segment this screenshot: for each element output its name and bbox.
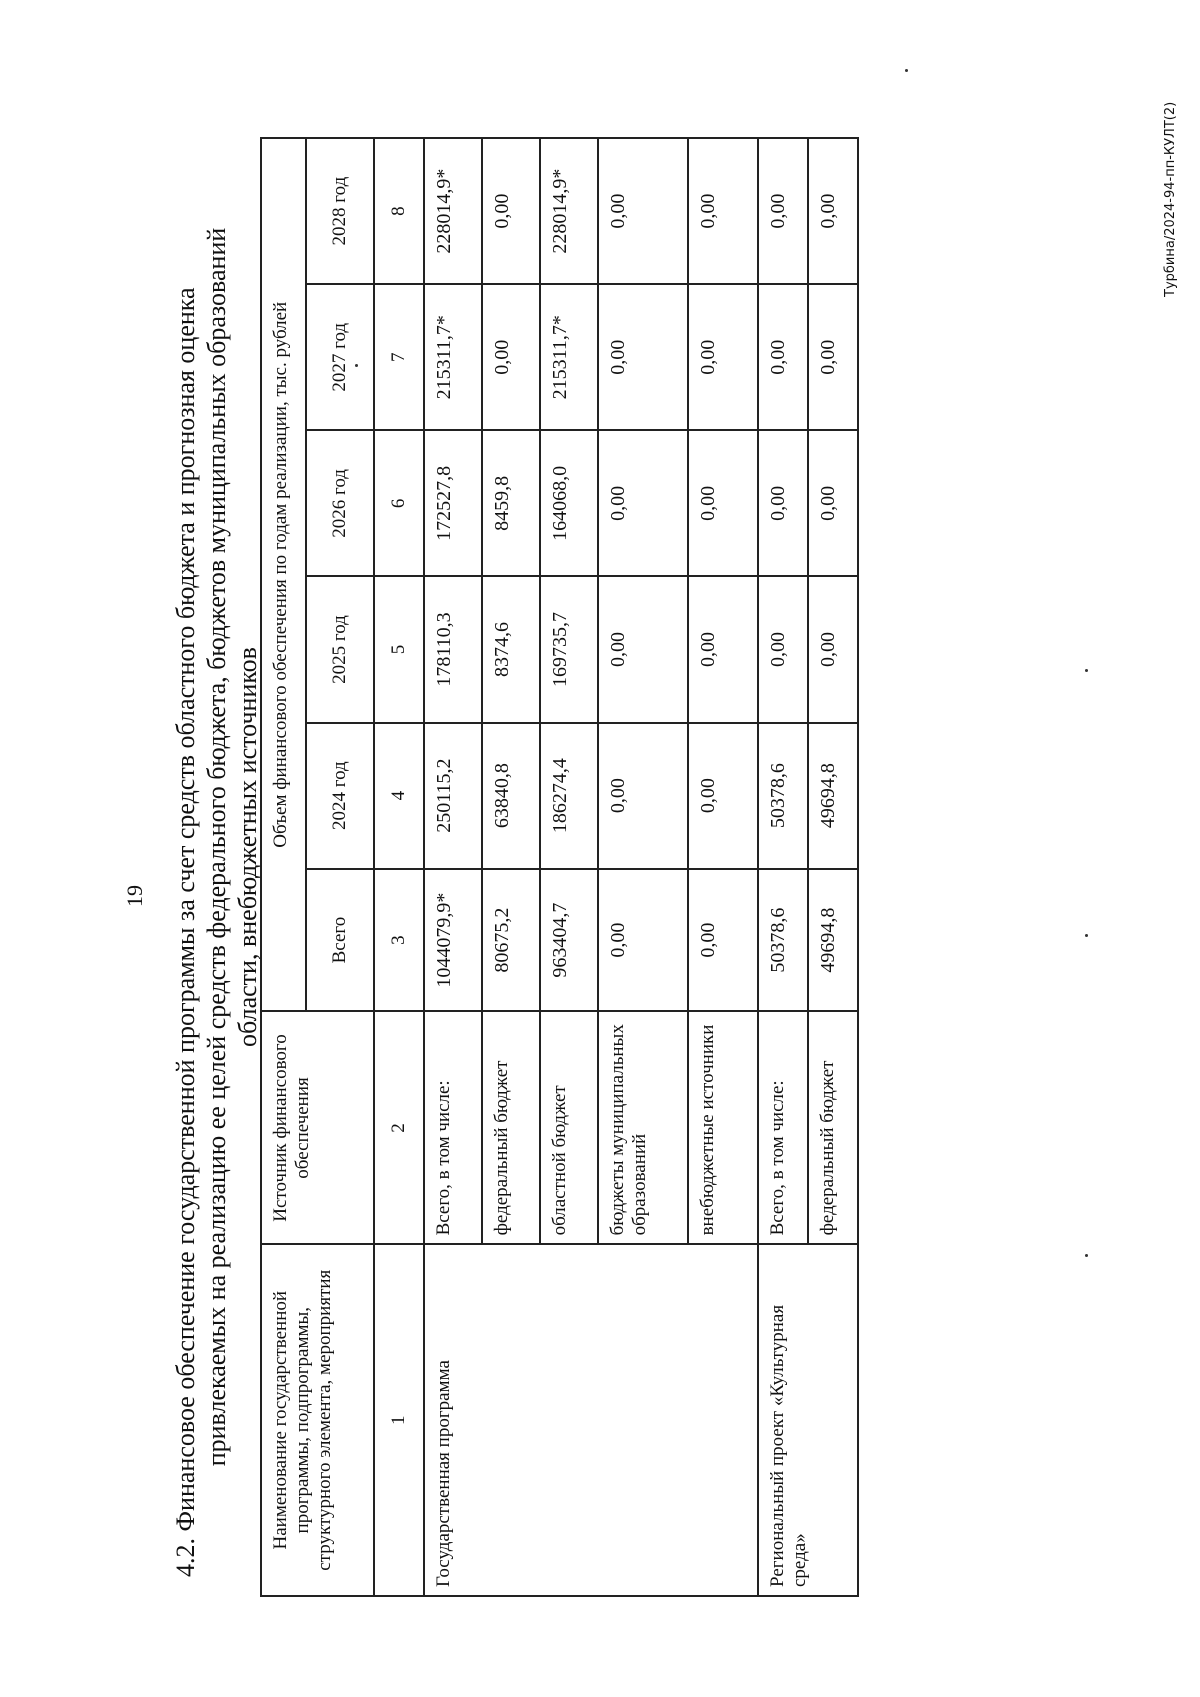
- value-cell: 0,00: [688, 723, 758, 869]
- value-cell: 0,00: [808, 576, 858, 722]
- project-name: Региональный проект «Культурная среда»: [758, 1244, 858, 1596]
- value-cell: 169735,7: [540, 576, 598, 722]
- value-cell: 172527,8: [424, 430, 482, 576]
- value-cell: 0,00: [482, 138, 540, 284]
- source-cell: областной бюджет: [540, 1012, 598, 1245]
- header-funding-volume: Объем финансового обеспечения по годам реализации, тыс. рублей: [261, 138, 306, 1012]
- column-number: 7: [374, 284, 424, 430]
- source-cell: Всего, в том числе:: [424, 1012, 482, 1245]
- value-cell: 0,00: [482, 284, 540, 430]
- value-cell: 50378,6: [758, 723, 808, 869]
- section-heading: [170, 117, 263, 1577]
- value-cell: 228014,9*: [424, 138, 482, 284]
- column-number: 5: [374, 576, 424, 722]
- value-cell: 0,00: [688, 576, 758, 722]
- header-program-name: Наименование государственной программы, подпрограммы, структурного элемента, мероприятия: [261, 1244, 374, 1596]
- value-cell: 8459,8: [482, 430, 540, 576]
- value-cell: 228014,9*: [540, 138, 598, 284]
- value-cell: 0,00: [688, 869, 758, 1012]
- header-year-total: Всего: [306, 869, 374, 1012]
- document-stamp: Турбина/2024-94-пп-КУЛТ(2): [1163, 101, 1178, 297]
- value-cell: 80675,2: [482, 869, 540, 1012]
- value-cell: 0,00: [688, 284, 758, 430]
- column-number: 4: [374, 723, 424, 869]
- scan-speck: [355, 364, 358, 367]
- value-cell: 0,00: [688, 138, 758, 284]
- scan-speck: [1085, 934, 1088, 937]
- value-cell: 0,00: [598, 138, 688, 284]
- value-cell: 215311,7*: [540, 284, 598, 430]
- value-cell: 0,00: [758, 576, 808, 722]
- header-year-2025: 2025 год: [306, 576, 374, 722]
- column-number: 8: [374, 138, 424, 284]
- value-cell: 164068,0: [540, 430, 598, 576]
- header-year-2024: 2024 год: [306, 723, 374, 869]
- header-year-2027: 2027 год: [306, 284, 374, 430]
- value-cell: 1044079,9*: [424, 869, 482, 1012]
- value-cell: 250115,2: [424, 723, 482, 869]
- value-cell: 963404,7: [540, 869, 598, 1012]
- value-cell: 0,00: [808, 284, 858, 430]
- value-cell: 0,00: [808, 138, 858, 284]
- source-cell: внебюджетные источники: [688, 1012, 758, 1245]
- value-cell: 0,00: [598, 576, 688, 722]
- scan-speck: [1085, 669, 1088, 672]
- value-cell: 0,00: [808, 430, 858, 576]
- value-cell: 8374,6: [482, 576, 540, 722]
- heading-line-3: области, внебюджетных источников: [233, 647, 262, 1047]
- column-number: 6: [374, 430, 424, 576]
- financing-table: [260, 137, 859, 1597]
- value-cell: 50378,6: [758, 869, 808, 1012]
- heading-line-2: привлекаемых на реализацию ее целей средств федерального бюджета, бюджетов муниципальных образований: [202, 227, 231, 1467]
- program-name: Государственная программа: [424, 1244, 758, 1596]
- column-number: 3: [374, 869, 424, 1012]
- value-cell: 49694,8: [808, 869, 858, 1012]
- header-source: Источник финансового обеспечения: [261, 1012, 374, 1245]
- value-cell: 63840,8: [482, 723, 540, 869]
- column-number: 2: [374, 1012, 424, 1245]
- value-cell: 0,00: [598, 284, 688, 430]
- column-number: 1: [374, 1244, 424, 1596]
- value-cell: 0,00: [688, 430, 758, 576]
- scan-speck: [905, 69, 908, 72]
- source-cell: федеральный бюджет: [482, 1012, 540, 1245]
- value-cell: 0,00: [598, 430, 688, 576]
- value-cell: 0,00: [598, 723, 688, 869]
- value-cell: 215311,7*: [424, 284, 482, 430]
- value-cell: 0,00: [758, 284, 808, 430]
- scan-speck: [1085, 1254, 1088, 1257]
- value-cell: 0,00: [758, 430, 808, 576]
- value-cell: 49694,8: [808, 723, 858, 869]
- value-cell: 0,00: [758, 138, 808, 284]
- table-row: [424, 138, 482, 1596]
- header-year-2026: 2026 год: [306, 430, 374, 576]
- page-number: 19: [122, 885, 147, 907]
- source-cell: бюджеты муниципальных образований: [598, 1012, 688, 1245]
- header-year-2028: 2028 год: [306, 138, 374, 284]
- heading-line-1: 4.2. Финансовое обеспечение государственной программы за счет средств областного бюджета и прогнозная оценка: [171, 287, 200, 1577]
- source-cell: Всего, в том числе:: [758, 1012, 808, 1245]
- value-cell: 186274,4: [540, 723, 598, 869]
- value-cell: 0,00: [598, 869, 688, 1012]
- value-cell: 178110,3: [424, 576, 482, 722]
- source-cell: федеральный бюджет: [808, 1012, 858, 1245]
- table-row: [758, 138, 808, 1596]
